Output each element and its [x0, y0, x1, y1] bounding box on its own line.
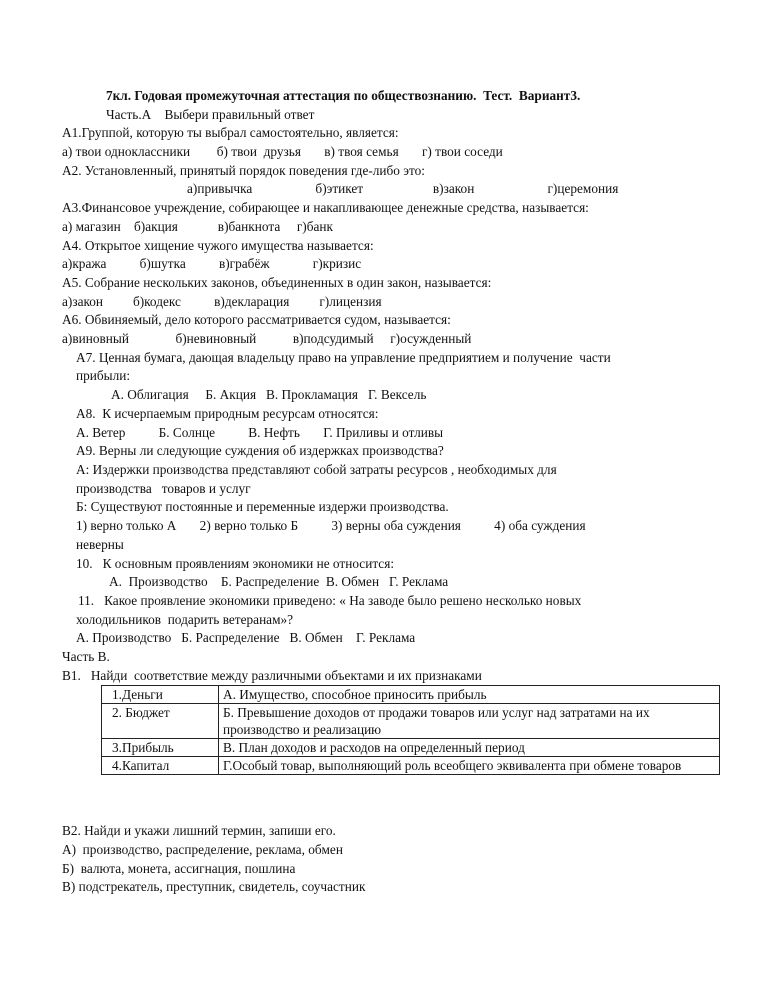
definition-cell: Г.Особый товар, выполняющий роль всеобщего эквивалента при обмене товаров — [219, 757, 720, 775]
question-a5: А5. Собрание нескольких законов, объединенных в один закон, называется: — [62, 275, 492, 290]
answers-a1: а) твои одноклассники б) твои друзья в) твоя семья г) твои соседи — [62, 144, 503, 159]
answer-b2-c: В) подстрекатель, преступник, свидетель, соучастник — [62, 879, 366, 894]
answers-a3: а) магазин б)акция в)банкнота г)банк — [62, 219, 333, 234]
question-11-cont: холодильников подарить ветеранам»? — [76, 612, 294, 627]
question-a3: А3.Финансовое учреждение, собирающее и накапливающее денежные средства, называется: — [62, 200, 589, 215]
question-a2: А2. Установленный, принятый порядок поведения где-либо это: — [62, 163, 425, 178]
answers-a9-cont: неверны — [76, 537, 124, 552]
answers-a7: А. Облигация Б. Акция В. Прокламация Г. Вексель — [111, 387, 427, 402]
question-11: 11. Какое проявление экономики приведено: « На заводе было решено несколько новых — [78, 593, 582, 608]
question-a7-cont: прибыли: — [76, 368, 131, 383]
answer-b2-a: А) производство, распределение, реклама, обмен — [62, 842, 343, 857]
answer-b2-b: Б) валюта, монета, ассигнация, пошлина — [62, 861, 296, 876]
term-cell: 1.Деньги — [102, 686, 219, 704]
table-row — [102, 739, 720, 757]
answers-a4: а)кража б)шутка в)грабёж г)кризис — [62, 256, 362, 271]
question-b2: В2. Найди и укажи лишний термин, запиши его. — [62, 823, 336, 838]
question-b1: В1. Найди соответствие между различными объектами и их признаками — [62, 668, 482, 683]
question-10: 10. К основным проявлениям экономики не относится: — [76, 556, 395, 571]
statement-a: А: Издержки производства представляют собой затраты ресурсов , необходимых для — [76, 462, 557, 477]
answers-a8: А. Ветер Б. Солнце В. Нефть Г. Приливы и отливы — [76, 425, 444, 440]
answers-a9: 1) верно только А 2) верно только Б 3) верны оба суждения 4) оба суждения — [76, 518, 586, 533]
table-row — [102, 686, 720, 704]
table-row — [102, 757, 720, 775]
statement-a-cont: производства товаров и услуг — [76, 481, 251, 496]
definition-cell: Б. Превышение доходов от продажи товаров или услуг над затратами на их производство и реализацию — [219, 704, 720, 739]
table-row — [102, 704, 720, 739]
answers-a2: а)привычка б)этикет в)закон г)церемония — [187, 181, 619, 196]
question-a8: А8. К исчерпаемым природным ресурсам относятся: — [76, 406, 379, 421]
part-a-header: Часть.А Выбери правильный ответ — [106, 107, 315, 122]
answers-10: А. Производство Б. Распределение В. Обмен Г. Реклама — [109, 574, 449, 589]
question-a4: А4. Открытое хищение чужого имущества называется: — [62, 238, 374, 253]
document-title: 7кл. Годовая промежуточная аттестация по обществознанию. Тест. Вариант3. — [106, 88, 581, 103]
definition-cell: А. Имущество, способное приносить прибыль — [219, 686, 720, 704]
answers-a6: а)виновный б)невиновный в)подсудимый г)осужденный — [62, 331, 472, 346]
question-a1: А1.Группой, которую ты выбрал самостоятельно, является: — [62, 125, 399, 140]
answers-11: А. Производство Б. Распределение В. Обмен Г. Реклама — [76, 630, 416, 645]
question-a7: А7. Ценная бумага, дающая владельцу право на управление предприятием и получение части — [76, 350, 611, 365]
definition-cell: В. План доходов и расходов на определенный период — [219, 739, 720, 757]
matching-table — [101, 685, 720, 775]
question-a9: А9. Верны ли следующие суждения об издержках производства? — [76, 443, 444, 458]
term-cell: 2. Бюджет — [102, 704, 219, 739]
term-cell: 4.Капитал — [102, 757, 219, 775]
question-a6: А6. Обвиняемый, дело которого рассматривается судом, называется: — [62, 312, 451, 327]
answers-a5: а)закон б)кодекс в)декларация г)лицензия — [62, 294, 382, 309]
term-cell: 3.Прибыль — [102, 739, 219, 757]
part-b-header: Часть В. — [62, 649, 110, 664]
statement-b: Б: Существуют постоянные и переменные издержи производства. — [76, 499, 449, 514]
